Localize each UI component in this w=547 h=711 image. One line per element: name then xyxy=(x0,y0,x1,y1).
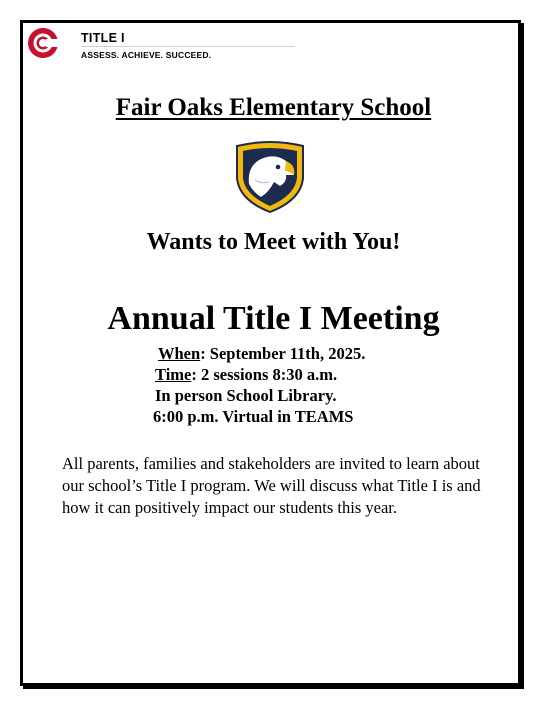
invitation-text: All parents, families and stakeholders are invited to learn about our school’s Title I program. We will discuss what Title I is and how it can positively impact our students this year. xyxy=(62,454,481,517)
school-name: Fair Oaks Elementary School xyxy=(115,94,432,121)
meeting-title: Annual Title I Meeting xyxy=(107,300,440,337)
when-value: : September 11th, 2025. xyxy=(200,344,366,363)
when-label: When xyxy=(158,344,201,363)
meeting-date xyxy=(158,344,365,364)
title-i-header xyxy=(27,27,287,67)
time-label: Time xyxy=(155,365,192,384)
eagle-shield-icon xyxy=(231,140,309,214)
virtual-session: 6:00 p.m. Virtual in TEAMS xyxy=(153,407,354,426)
session-location: In person School Library. xyxy=(155,386,337,405)
meeting-time xyxy=(155,365,337,385)
subheading: Wants to Meet with You! xyxy=(146,229,401,255)
time-value: : 2 sessions 8:30 a.m. xyxy=(191,365,338,384)
header-divider xyxy=(81,46,295,47)
circle-c-logo-icon xyxy=(27,27,59,59)
header-tagline: ASSESS. ACHIEVE. SUCCEED. xyxy=(81,50,212,60)
header-title: TITLE I xyxy=(81,31,125,45)
